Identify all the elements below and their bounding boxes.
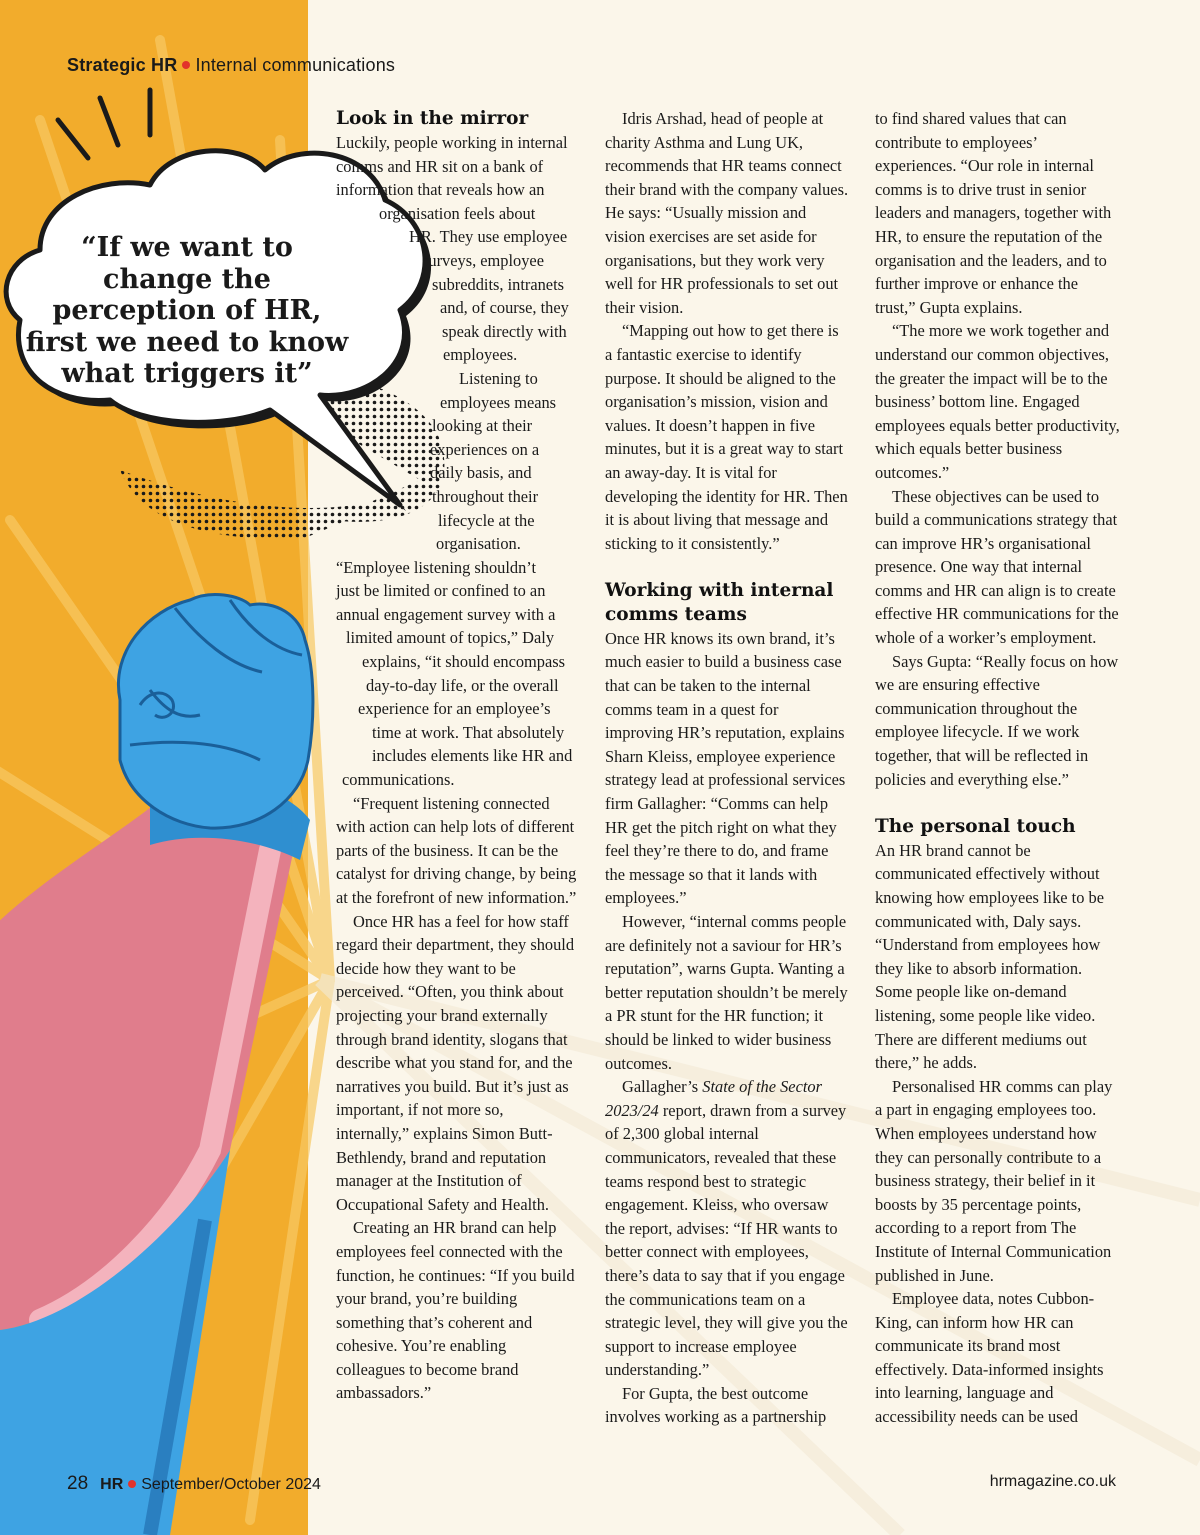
paragraph: to find shared values that can contribute to employees’ experiences. “Our role in internal comms is to drive trust in senior leaders and managers, together with HR, to ensure the reputation of the organisation and the leaders, and to further improve or enhance the trust,” Gupta explains. (875, 109, 1112, 317)
wrap-line: just be limited or confined to an (336, 581, 546, 601)
paragraph: An HR brand cannot be communicated effectively without knowing how employees like to be communicated with, Daly says. “Understand from employees how they like to absorb information. Some people like on-demand listening, some people like video. There are different mediums out there,” he adds. (875, 840, 1104, 1073)
separator-dot-icon (182, 61, 190, 69)
wrap-line: time at work. That absolutely (372, 722, 565, 742)
wrap-line: speak directly with (442, 321, 567, 341)
paragraph: Personalised HR comms can play a part in engaging employees too. When employees understand how they can personally contribute to a business strategy, their belief in it boosts by 35 percentage points, according to a report from The Institute of Internal Communication published in June. (875, 1076, 1113, 1285)
article-column-3 (875, 107, 1120, 1429)
wrap-line: experience for an employee’s (358, 699, 551, 719)
text-wrap-block (336, 131, 578, 792)
paragraph: Creating an HR brand can help employees feel connected with the function, he continues: “If you build your brand, you’re building something that’s coherent and cohesive. You’re enabling colleagues to become brand ambassadors.” (336, 1218, 575, 1403)
wrap-line: Luckily, people working in internal (336, 133, 568, 152)
section-label: Strategic HR (67, 55, 178, 75)
wrap-line: information that reveals how an (336, 180, 545, 200)
article-column-1 (336, 107, 578, 1405)
paragraph: However, “internal comms people are definitely not a saviour for HR’s reputation”, warns Gupta. Wanting a better reputation shouldn’t be merely a PR stunt for the HR function; it should be linked to wider business outcomes. (605, 912, 848, 1073)
heading-look-in-the-mirror: Look in the mirror (336, 108, 529, 129)
wrap-line: communications. (342, 770, 455, 790)
wrap-line: organisation. (436, 534, 521, 554)
wrap-line: Listening to (459, 368, 538, 388)
paragraph: Once HR has a feel for how staff regard their department, they should decide how they want to be perceived. “Often, you think about projecting your brand externally through brand identity, slogans that describe what you stand for, and the narratives you build. But it’s just as important, if not more so, internally,” explains Simon Butt-Bethlendy, brand and reputation manager at the Institution of Occupational Safety and Health. (336, 911, 575, 1214)
subsection-label: Internal communications (195, 55, 396, 75)
wrap-line: includes elements like HR and (372, 746, 573, 766)
paragraph-gallagher (605, 1075, 850, 1382)
paragraph: Employee data, notes Cubbon-King, can inform how HR can communicate its brand most effectively. Data-informed insights into learning, language and accessibility needs can be used (875, 1289, 1104, 1427)
wrap-line: employees. (443, 345, 518, 365)
wrap-line: annual engagement survey with a (336, 604, 556, 624)
report-title: State of the Sector 2023/24 (605, 1077, 822, 1120)
heading-working-with-internal-comms: Working with internal comms teams (605, 579, 834, 625)
section-header (67, 55, 395, 76)
text-span: report, drawn from a survey of 2,300 global internal communicators, revealed that these teams respond best to strategic engagement. Kleiss, who oversaw the report, advises: “If HR wants to better connect with employees, there’s data to say that if you engage the communications team on a strategic level, they will give you the support to increase employee understanding.” (605, 1100, 848, 1380)
wrap-line: organisation feels about (379, 203, 536, 223)
paragraph: “The more we work together and understand our common objectives, the greater the impact will be to the business’ bottom line. Engaged employees equals better productivity, which equals better business outcomes.” (875, 321, 1120, 482)
wrap-line: experiences on a (430, 439, 540, 459)
wrap-line: surveys, employee (422, 250, 544, 270)
wrap-line: daily basis, and (430, 463, 532, 483)
text-span: Gallagher’s (622, 1077, 703, 1097)
paragraph: Once HR knows its own brand, it’s much easier to build a business case that can be taken to the internal comms team in a quest for improving HR’s reputation, explains Sharn Kleiss, employee experience strategy lead at professional services firm Gallagher: “Comms can help HR get the pitch right on what they feel they’re there to do, and frame the message so that it lands with employees.” (605, 628, 846, 908)
issue-date: September/October 2024 (141, 1476, 321, 1493)
wrap-line: day-to-day life, or the overall (366, 675, 559, 695)
pull-quote: “If we want to change the perception of HR, first we need to know what triggers it” (25, 232, 349, 389)
heading-the-personal-touch: The personal touch (875, 815, 1076, 837)
blue-fist (118, 595, 312, 829)
separator-dot-icon (128, 1480, 136, 1488)
wrap-line: limited amount of topics,” Daly (346, 628, 555, 648)
wrap-line: throughout their (432, 486, 539, 506)
paragraph: “Frequent listening connected with action can help lots of different parts of the business. It can be the catalyst for driving change, by being at the forefront of new information.” (336, 793, 577, 907)
page-footer (67, 1473, 321, 1495)
magazine-name: HR (100, 1476, 124, 1493)
wrap-line: explains, “it should encompass (362, 652, 566, 672)
wrap-line: and, of course, they (440, 298, 569, 318)
wrap-line: lifecycle at the (438, 510, 535, 530)
wrap-line: HR. They use employee (409, 227, 568, 247)
paragraph: Says Gupta: “Really focus on how we are ensuring effective communication throughout the employee lifecycle. If we work together, that will be reflected in policies and everything else.” (875, 651, 1119, 789)
website-url: hrmagazine.co.uk (989, 1473, 1116, 1490)
wrap-line: subreddits, intranets (432, 274, 565, 294)
paragraph: For Gupta, the best outcome involves working as a partnership (605, 1383, 827, 1427)
article-column-2 (605, 107, 850, 1429)
paragraph: Idris Arshad, head of people at charity Asthma and Lung UK, recommends that HR teams connect their brand with the company values. He says: “Usually mission and vision exercises are set aside for organisations, but they work very well for HR professionals to set out their vision. (605, 109, 849, 317)
paragraph: These objectives can be used to build a communications strategy that can improve HR’s organisational presence. One way that internal comms and HR can align is to create effective HR communications for the whole of a worker’s employment. (875, 486, 1119, 648)
wrap-line: employees means (440, 392, 557, 412)
wrap-line: “Employee listening shouldn’t (336, 557, 537, 577)
wrap-line: comms and HR sit on a bank of (336, 156, 544, 176)
wrap-line: looking at their (432, 416, 533, 436)
page-number: 28 (67, 1473, 89, 1494)
paragraph: “Mapping out how to get there is a fantastic exercise to identify purpose. It should be aligned to the organisation’s mission, vision and values. It doesn’t happen in five minutes, but it is a great way to start an away-day. It is vital for developing the identity for HR. Then it is about living that message and sticking to it consistently.” (605, 321, 848, 553)
